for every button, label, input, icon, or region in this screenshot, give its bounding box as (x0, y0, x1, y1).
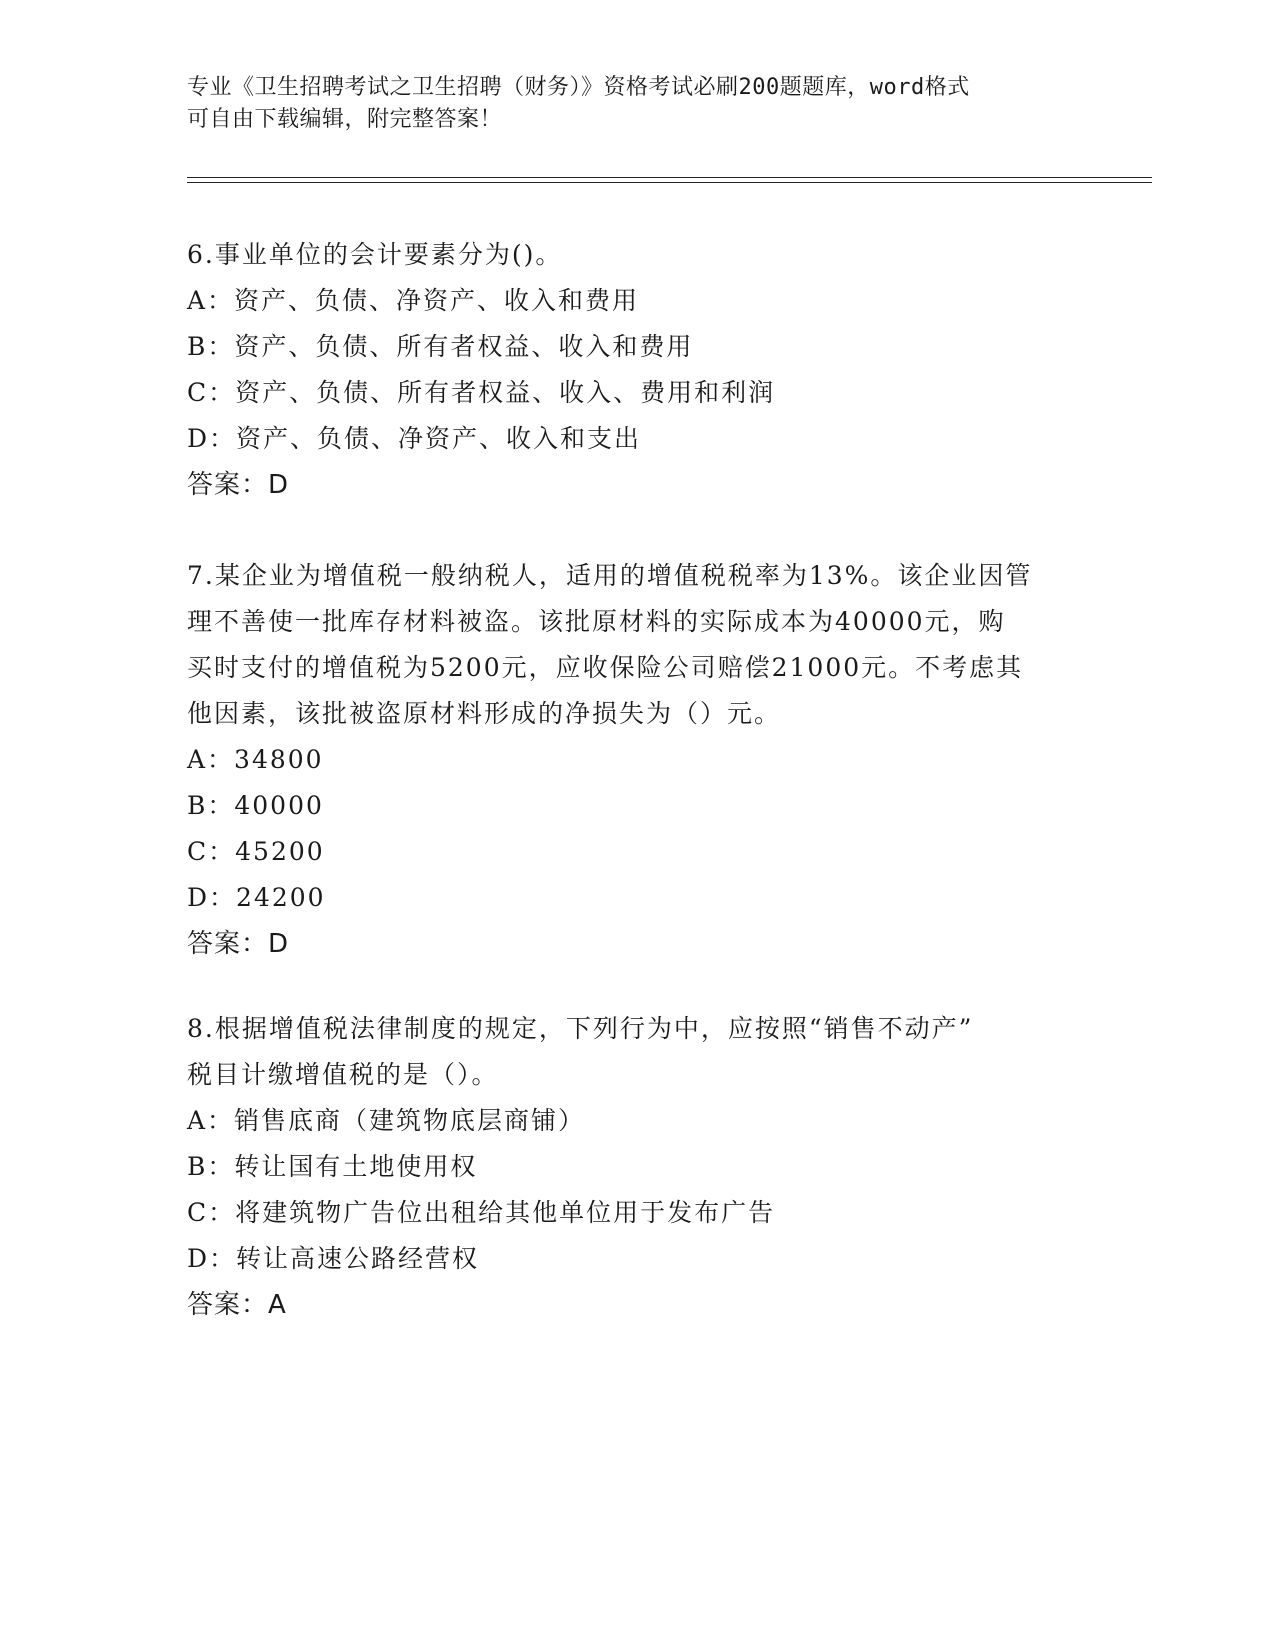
header-line-1: 专业《卫生招聘考试之卫生招聘（财务）》资格考试必刷200题题库，word格式 (187, 75, 970, 100)
option-a: A：34800 (187, 745, 324, 774)
option-c: C：45200 (187, 837, 325, 866)
question-stem-line-2: 税目计缴增值税的是（）。 (187, 1060, 499, 1089)
option-d: D：24200 (187, 883, 326, 912)
header-divider-bottom (187, 182, 1152, 183)
question-8 (187, 1006, 1087, 1328)
question-stem-line-3: 买时支付的增值税为5200元，应收保险公司赔偿21000元。不考虑其 (187, 653, 1024, 682)
option-c: C：资产、负债、所有者权益、收入、费用和利润 (187, 378, 776, 407)
question-stem-line-1: 8.根据增值税法律制度的规定，下列行为中，应按照“销售不动产” (187, 1014, 974, 1043)
option-b: B：40000 (187, 791, 324, 820)
question-7 (187, 553, 1087, 967)
question-stem-line-2: 理不善使一批库存材料被盗。该批原材料的实际成本为40000元，购 (187, 607, 1006, 636)
option-a: A：销售底商（建筑物底层商铺） (187, 1106, 586, 1135)
answer: 答案：A (187, 1290, 287, 1320)
option-d: D：转让高速公路经营权 (187, 1244, 480, 1273)
question-stem: 6.事业单位的会计要素分为()。 (187, 240, 563, 269)
option-b: B：资产、负债、所有者权益、收入和费用 (187, 332, 694, 361)
option-c: C：将建筑物广告位出租给其他单位用于发布广告 (187, 1198, 776, 1227)
question-6 (187, 232, 1087, 508)
option-a: A：资产、负债、净资产、收入和费用 (187, 286, 640, 315)
answer: 答案：D (187, 929, 290, 959)
document-header (187, 72, 1087, 136)
option-d: D：资产、负债、净资产、收入和支出 (187, 424, 642, 453)
option-b: B：转让国有土地使用权 (187, 1152, 478, 1181)
answer: 答案：D (187, 470, 290, 500)
question-stem-line-1: 7.某企业为增值税一般纳税人，适用的增值税税率为13%。该企业因管 (187, 561, 1033, 590)
header-divider-top (187, 177, 1152, 178)
question-stem-line-4: 他因素，该批被盗原材料形成的净损失为（）元。 (187, 699, 782, 728)
header-line-2: 可自由下载编辑，附完整答案！ (187, 107, 503, 132)
